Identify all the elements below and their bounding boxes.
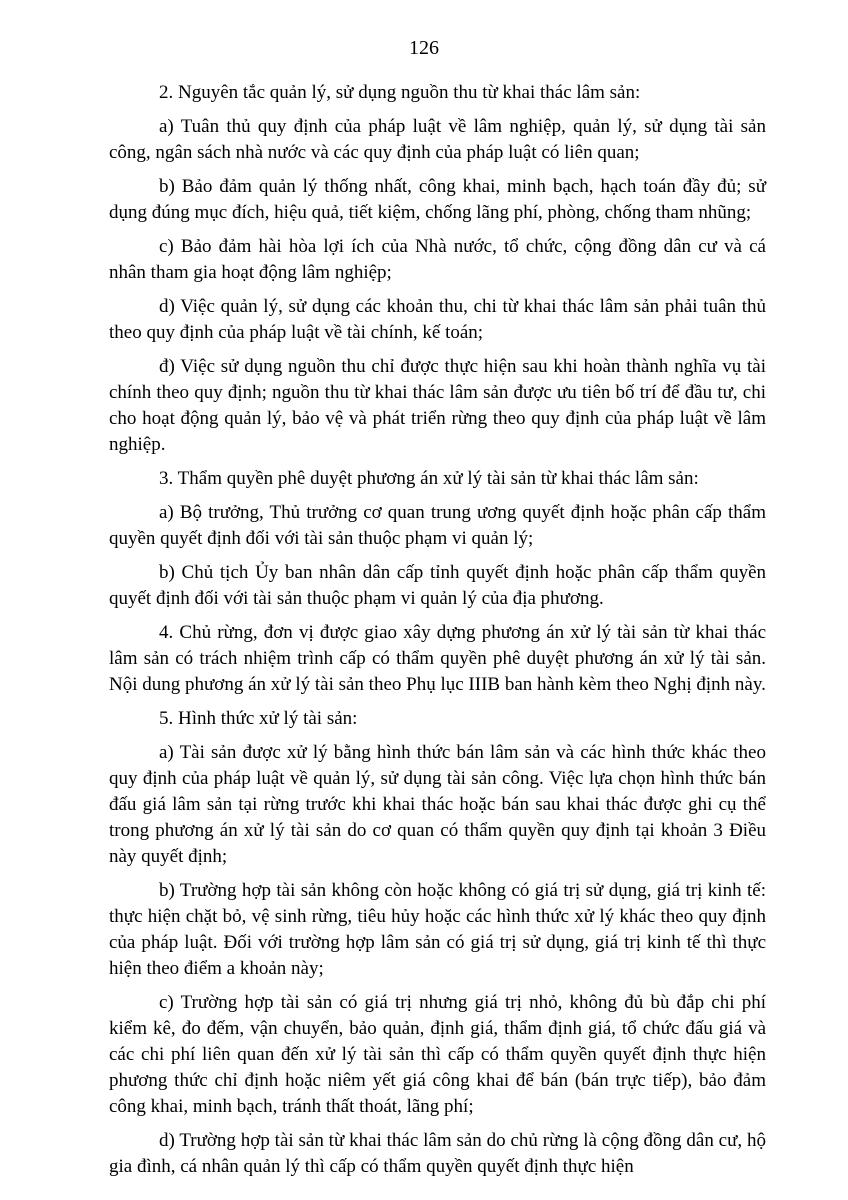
clause-5-point-c: c) Trường hợp tài sản có giá trị nhưng giá trị nhỏ, không đủ bù đắp chi phí kiểm kê, đo đếm, vận chuyển, bảo quản, định giá, thẩm định giá, tổ chức đấu giá và các chi phí liên quan đến xử lý tài sản thì cấp có thẩm quyền quyết định thực hiện phương thức chỉ định hoặc niêm yết giá công khai để bán (bán trực tiếp), bảo đảm công khai, minh bạch, tránh thất thoát, lãng phí; bbox=[109, 992, 766, 1117]
clause-2-point-dd: đ) Việc sử dụng nguồn thu chỉ được thực hiện sau khi hoàn thành nghĩa vụ tài chính theo quy định; nguồn thu từ khai thác lâm sản được ưu tiên bố trí để đầu tư, chi cho hoạt động quản lý, bảo vệ và phát triển rừng theo quy định của pháp luật về lâm nghiệp. bbox=[109, 356, 766, 455]
clause-5-heading: 5. Hình thức xử lý tài sản: bbox=[159, 708, 358, 729]
clause-3-point-b: b) Chủ tịch Ủy ban nhân dân cấp tỉnh quyết định hoặc phân cấp thẩm quyền quyết định đối với tài sản thuộc phạm vi quản lý của địa phương. bbox=[109, 562, 766, 609]
clause-2-point-b: b) Bảo đảm quản lý thống nhất, công khai, minh bạch, hạch toán đầy đủ; sử dụng đúng mục đích, hiệu quả, tiết kiệm, chống lãng phí, phòng, chống tham nhũng; bbox=[109, 176, 766, 223]
clause-5-point-b: b) Trường hợp tài sản không còn hoặc không có giá trị sử dụng, giá trị kinh tế: thực hiện chặt bỏ, vệ sinh rừng, tiêu hủy hoặc các hình thức xử lý khác theo quy định của pháp luật. Đối với trường hợp lâm sản có giá trị sử dụng, giá trị kinh tế thì thực hiện theo điểm a khoản này; bbox=[109, 880, 766, 979]
clause-5-point-a: a) Tài sản được xử lý bằng hình thức bán lâm sản và các hình thức khác theo quy định của pháp luật về quản lý, sử dụng tài sản công. Việc lựa chọn hình thức bán đấu giá lâm sản tại rừng trước khi khai thác hoặc bán sau khai thác được ghi cụ thể trong phương án xử lý tài sản do cơ quan có thẩm quyền quy định tại khoản 3 Điều này quyết định; bbox=[109, 742, 766, 867]
clause-3-point-a: a) Bộ trưởng, Thủ trưởng cơ quan trung ương quyết định hoặc phân cấp thẩm quyền quyết định đối với tài sản thuộc phạm vi quản lý; bbox=[109, 502, 766, 549]
clause-2-point-a: a) Tuân thủ quy định của pháp luật về lâm nghiệp, quản lý, sử dụng tài sản công, ngân sách nhà nước và các quy định của pháp luật có liên quan; bbox=[109, 116, 766, 163]
document-body bbox=[109, 80, 766, 1188]
clause-4: 4. Chủ rừng, đơn vị được giao xây dựng phương án xử lý tài sản từ khai thác lâm sản có trách nhiệm trình cấp có thẩm quyền phê duyệt phương án xử lý tài sản. Nội dung phương án xử lý tài sản theo Phụ lục IIIB ban hành kèm theo Nghị định này. bbox=[109, 622, 766, 695]
page-number: 126 bbox=[409, 37, 439, 59]
clause-2-point-d: d) Việc quản lý, sử dụng các khoản thu, chi từ khai thác lâm sản phải tuân thủ theo quy định của pháp luật về tài chính, kế toán; bbox=[109, 296, 766, 343]
clause-2-heading: 2. Nguyên tắc quản lý, sử dụng nguồn thu từ khai thác lâm sản: bbox=[159, 82, 641, 103]
clause-5-point-d: d) Trường hợp tài sản từ khai thác lâm sản do chủ rừng là cộng đồng dân cư, hộ gia đình, cá nhân quản lý thì cấp có thẩm quyền quyết định thực hiện bbox=[109, 1130, 766, 1177]
clause-3-heading: 3. Thẩm quyền phê duyệt phương án xử lý tài sản từ khai thác lâm sản: bbox=[159, 468, 699, 489]
clause-2-point-c: c) Bảo đảm hài hòa lợi ích của Nhà nước, tổ chức, cộng đồng dân cư và cá nhân tham gia hoạt động lâm nghiệp; bbox=[109, 236, 766, 283]
